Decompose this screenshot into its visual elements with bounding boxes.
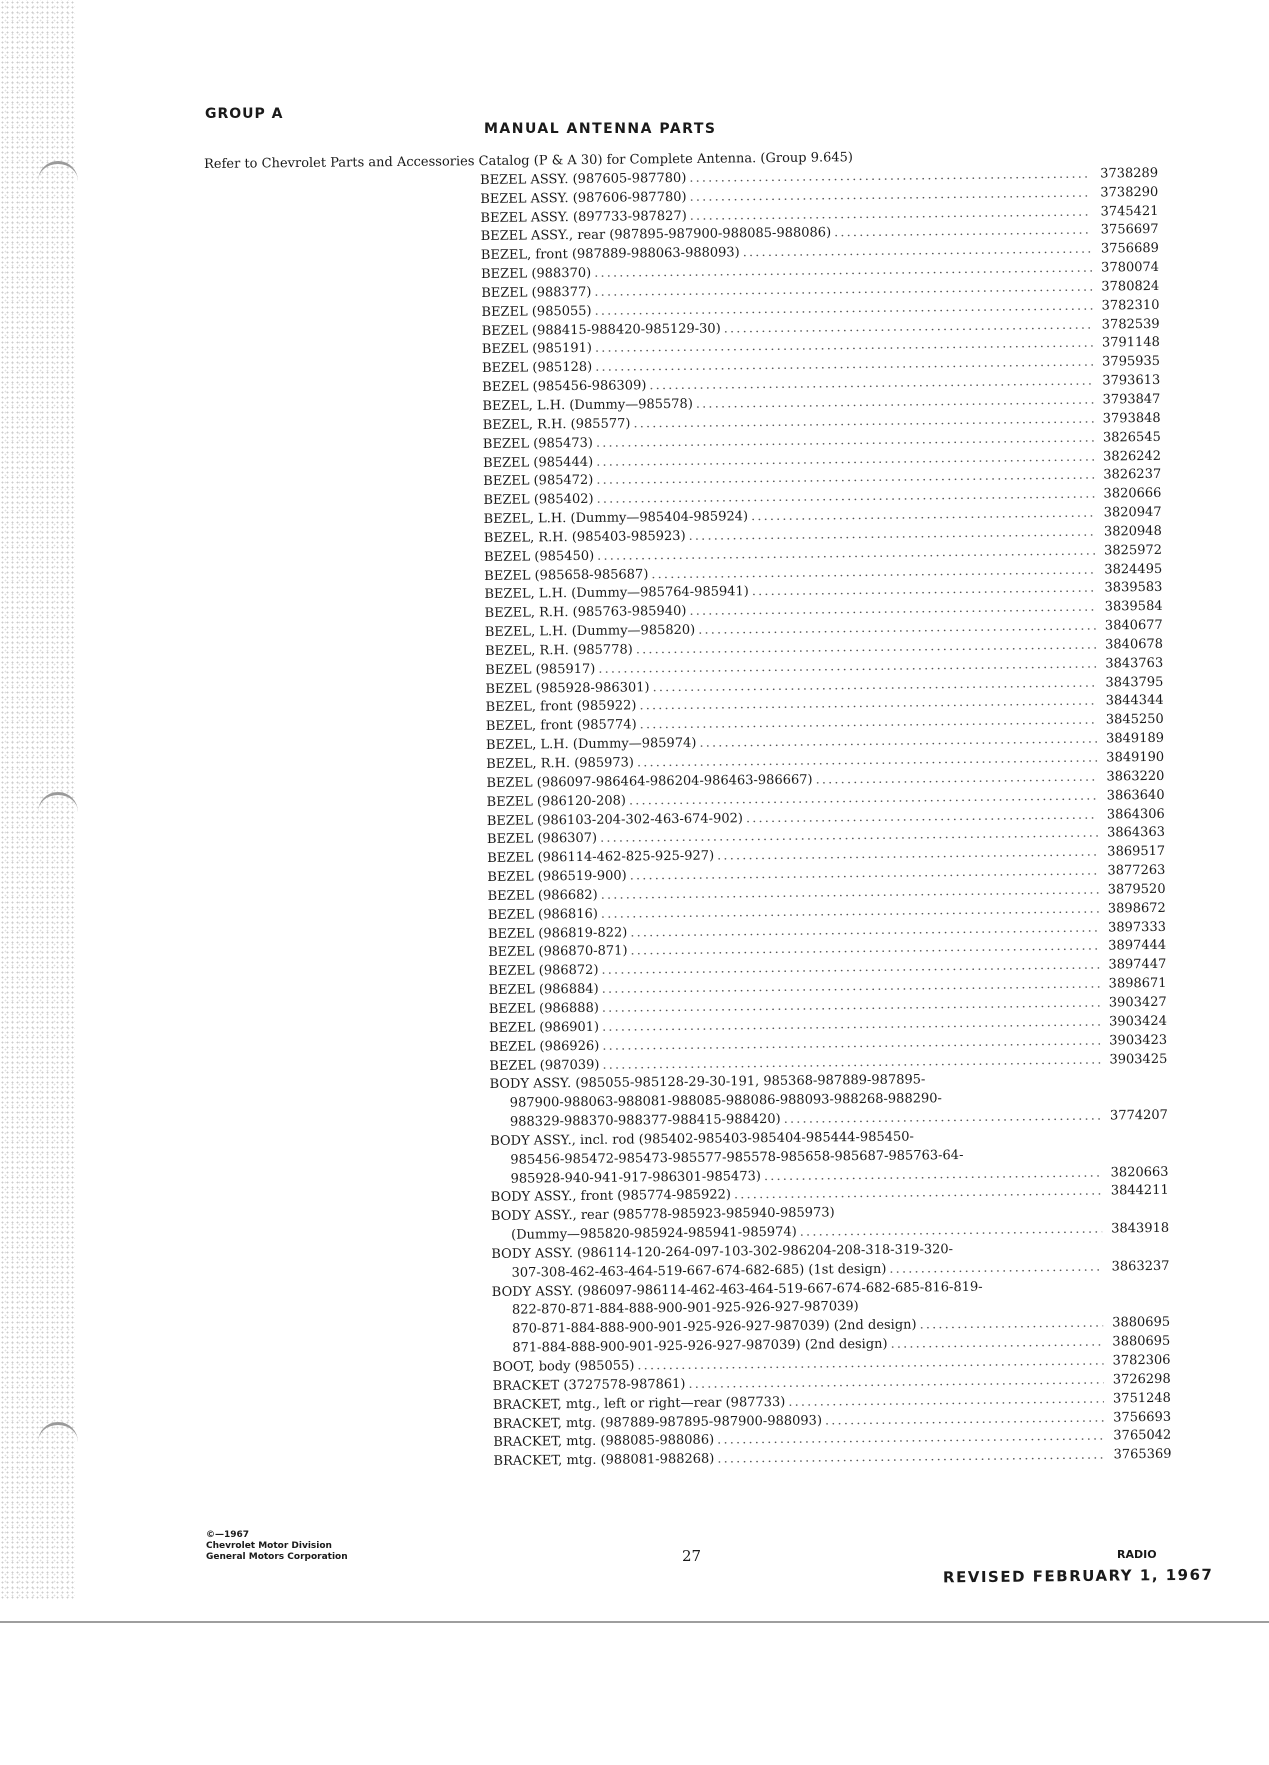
leader-dots bbox=[889, 1258, 1102, 1278]
part-description: BEZEL, front (985922) bbox=[485, 698, 637, 716]
part-description: BEZEL (986519-900) bbox=[487, 868, 627, 886]
part-description: BODY ASSY., front (985774-985922) bbox=[490, 1187, 732, 1206]
part-number: 3863237 bbox=[1111, 1258, 1170, 1275]
part-description: BEZEL, front (987889-988063-988093) bbox=[480, 245, 740, 264]
part-number: 3782310 bbox=[1101, 297, 1160, 314]
part-description: 987900-988063-988081-988085-988086-988093-988268-988290- bbox=[509, 1091, 942, 1111]
part-number: 3877263 bbox=[1107, 862, 1166, 879]
part-number: 3897333 bbox=[1107, 919, 1167, 936]
part-number: 3782306 bbox=[1112, 1352, 1171, 1369]
part-number: 3898672 bbox=[1107, 900, 1166, 917]
part-description: BEZEL (986901) bbox=[488, 1019, 600, 1036]
leader-dots bbox=[784, 1108, 1101, 1129]
part-description: BEZEL (986682) bbox=[487, 887, 598, 904]
leader-dots bbox=[919, 1315, 1103, 1335]
part-number: 3897444 bbox=[1108, 938, 1167, 954]
part-description: BEZEL, L.H. (Dummy—985764-985941) bbox=[484, 584, 749, 603]
page-number: 27 bbox=[682, 1547, 702, 1565]
part-description: 870-871-884-888-900-901-925-926-927-987039) (2nd design) bbox=[512, 1317, 917, 1338]
part-number: 3903424 bbox=[1108, 1013, 1168, 1030]
part-description: BEZEL (986872) bbox=[488, 963, 599, 980]
part-number: 3839583 bbox=[1104, 580, 1163, 596]
part-description: BEZEL (986120-208) bbox=[486, 793, 626, 810]
corporation-name: General Motors Corporation bbox=[206, 1552, 348, 1562]
part-description: BEZEL (985444) bbox=[482, 454, 594, 471]
part-description: BEZEL, R.H. (985973) bbox=[486, 755, 635, 772]
part-description: BEZEL, R.H. (985403-985923) bbox=[483, 528, 686, 546]
bottom-rule bbox=[0, 1621, 1269, 1623]
group-label: GROUP A bbox=[205, 106, 284, 122]
copyright: ©—1967 bbox=[206, 1530, 250, 1540]
part-number: 3863220 bbox=[1106, 768, 1165, 785]
part-number: 3839584 bbox=[1104, 599, 1163, 615]
part-description: BEZEL, front (985774) bbox=[485, 717, 637, 735]
part-number: 3864306 bbox=[1106, 806, 1165, 823]
part-number: 3791148 bbox=[1101, 335, 1160, 351]
part-number: 3844344 bbox=[1105, 693, 1164, 709]
part-description: 822-870-871-884-888-900-901-925-926-927-987039) bbox=[511, 1299, 859, 1319]
section-label: RADIO bbox=[1117, 1548, 1157, 1561]
leader-dots bbox=[764, 1164, 1102, 1186]
part-number: 3903423 bbox=[1109, 1032, 1168, 1049]
leader-dots bbox=[890, 1334, 1103, 1354]
leader-dots bbox=[825, 1409, 1104, 1430]
part-description: 985456-985472-985473-985577-985578-985658-985687-985763-64- bbox=[510, 1147, 964, 1168]
leader-dots bbox=[788, 1390, 1104, 1411]
part-description: BEZEL (986307) bbox=[486, 831, 598, 848]
part-description: BRACKET, mtg. (987889-987895-987900-988093) bbox=[493, 1413, 823, 1432]
part-number: 3840678 bbox=[1105, 636, 1164, 653]
part-number: 3880695 bbox=[1112, 1333, 1171, 1350]
part-number: 3826237 bbox=[1103, 467, 1162, 483]
part-number: 3844211 bbox=[1110, 1183, 1169, 1199]
part-number: 3793847 bbox=[1102, 391, 1161, 408]
part-description: BRACKET, mtg., left or right—rear (987733) bbox=[492, 1394, 786, 1413]
part-number: 3849189 bbox=[1105, 731, 1165, 747]
part-description: 307-308-462-463-464-519-667-674-682-685) (1st design) bbox=[511, 1261, 887, 1281]
part-number: 3863640 bbox=[1106, 787, 1165, 804]
leader-dots bbox=[834, 222, 1092, 243]
part-number: 3726298 bbox=[1112, 1371, 1171, 1388]
part-description: BEZEL (988415-988420-985129-30) bbox=[481, 321, 721, 339]
leader-dots bbox=[752, 580, 1096, 602]
part-number: 3880695 bbox=[1112, 1315, 1171, 1331]
part-description: 985928-940-941-917-986301-985473) bbox=[510, 1168, 761, 1187]
publisher-block bbox=[206, 1530, 348, 1563]
part-description: BEZEL (986888) bbox=[488, 1000, 599, 1017]
part-description: BODY ASSY. (986097-986114-462-463-464-519-667-674-682-685-816-819- bbox=[491, 1279, 983, 1300]
part-description: BEZEL (988377) bbox=[481, 284, 592, 301]
part-description: BEZEL, R.H. (985577) bbox=[482, 416, 631, 433]
leader-dots bbox=[751, 505, 1095, 527]
part-number: 3840677 bbox=[1104, 617, 1163, 634]
part-description: BEZEL (986884) bbox=[488, 981, 599, 999]
part-description: BEZEL (985917) bbox=[485, 661, 596, 678]
part-number: 3782539 bbox=[1101, 316, 1160, 333]
part-number: 3738290 bbox=[1100, 184, 1159, 201]
part-number: 3795935 bbox=[1102, 354, 1161, 370]
part-description: BEZEL (985473) bbox=[482, 435, 594, 452]
page-title: MANUAL ANTENNA PARTS bbox=[484, 121, 717, 137]
part-description: BEZEL, L.H. (Dummy—985404-985924) bbox=[483, 509, 749, 528]
part-description: BODY ASSY. (986114-120-264-097-103-302-986204-208-318-319-320- bbox=[491, 1242, 954, 1262]
part-number: 3903425 bbox=[1109, 1051, 1168, 1067]
part-number: 3745421 bbox=[1100, 203, 1159, 220]
part-description: BEZEL (985456-986309) bbox=[482, 378, 647, 396]
part-description: BEZEL (986097-986464-986204-986463-986667) bbox=[486, 772, 813, 791]
part-number: 3897447 bbox=[1108, 957, 1167, 973]
part-number: 3820663 bbox=[1110, 1164, 1169, 1181]
part-number: 3820948 bbox=[1103, 523, 1162, 540]
leader-dots bbox=[800, 1221, 1103, 1242]
part-number: 3849190 bbox=[1106, 749, 1165, 766]
part-description: BEZEL ASSY. (897733-987827) bbox=[480, 208, 687, 226]
part-number: 3780074 bbox=[1101, 259, 1160, 276]
part-number: 3843795 bbox=[1105, 674, 1164, 691]
part-description: BEZEL ASSY. (987605-987780) bbox=[480, 170, 687, 188]
part-description: BEZEL ASSY. (987606-987780) bbox=[480, 189, 687, 207]
part-description: BEZEL (985055) bbox=[481, 303, 592, 320]
part-number: 3826545 bbox=[1102, 429, 1161, 446]
leader-dots bbox=[815, 768, 1097, 789]
part-number: 3898671 bbox=[1108, 975, 1167, 992]
division-name: Chevrolet Motor Division bbox=[206, 1541, 332, 1551]
part-description: BEZEL, L.H. (Dummy—985820) bbox=[484, 622, 696, 641]
part-number: 3774207 bbox=[1109, 1107, 1169, 1124]
part-number: 3845250 bbox=[1105, 712, 1164, 728]
part-number: 3824495 bbox=[1104, 561, 1163, 578]
part-description: BEZEL, R.H. (985763-985940) bbox=[484, 604, 687, 622]
part-description: BEZEL (986114-462-825-925-927) bbox=[487, 848, 715, 867]
part-number: 3826242 bbox=[1103, 448, 1162, 464]
part-description: BEZEL ASSY., rear (987895-987900-988085-988086) bbox=[480, 225, 832, 245]
part-number: 3820947 bbox=[1103, 504, 1162, 521]
part-description: 988329-988370-988377-988415-988420) bbox=[509, 1111, 781, 1130]
part-number: 3903427 bbox=[1108, 994, 1167, 1011]
part-description: BRACKET (3727578-987861) bbox=[492, 1376, 686, 1394]
part-description: BEZEL (987039) bbox=[489, 1057, 600, 1074]
part-number: 3756697 bbox=[1100, 222, 1159, 238]
intro-text: Refer to Chevrolet Parts and Accessories Catalog (P & A 30) for Complete Antenna. (Group 9.645) bbox=[204, 150, 854, 172]
part-number: 3843763 bbox=[1105, 655, 1164, 672]
leader-dots bbox=[717, 1447, 1104, 1469]
part-description: BEZEL (985191) bbox=[481, 341, 593, 358]
part-number: 3756693 bbox=[1113, 1409, 1172, 1425]
part-description: BEZEL (985928-986301) bbox=[485, 679, 650, 697]
leader-dots bbox=[734, 1183, 1102, 1205]
part-number: 3869517 bbox=[1107, 844, 1166, 860]
part-description: BEZEL, R.H. (985778) bbox=[484, 642, 633, 659]
part-number: 3820666 bbox=[1103, 486, 1162, 502]
part-number: 3793613 bbox=[1102, 373, 1161, 389]
part-description: BEZEL (986926) bbox=[489, 1038, 600, 1055]
part-description: BEZEL (988370) bbox=[481, 265, 592, 283]
part-description: BEZEL (985402) bbox=[483, 492, 594, 509]
parts-list bbox=[480, 164, 1172, 1471]
part-description: BEZEL (985472) bbox=[483, 473, 594, 490]
part-number: 3825972 bbox=[1104, 542, 1163, 559]
part-number: 3751248 bbox=[1112, 1390, 1171, 1407]
part-description: (Dummy—985820-985924-985941-985974) bbox=[511, 1224, 797, 1243]
revision-date: REVISED FEBRUARY 1, 1967 bbox=[942, 1565, 1214, 1587]
part-description: BEZEL (985450) bbox=[483, 548, 595, 565]
part-number: 3780824 bbox=[1101, 278, 1160, 295]
part-description: BOOT, body (985055) bbox=[492, 1358, 635, 1375]
part-description: BRACKET, mtg. (988085-988086) bbox=[493, 1432, 715, 1451]
part-description: BRACKET, mtg. (988081-988268) bbox=[493, 1451, 715, 1470]
part-description: BEZEL (986819-822) bbox=[487, 925, 628, 942]
part-description: BEZEL (986816) bbox=[487, 906, 598, 923]
part-number: 3765369 bbox=[1113, 1447, 1172, 1463]
part-number: 3864363 bbox=[1106, 825, 1166, 841]
part-description: BODY ASSY. (985055-985128-29-30-191, 985368-987889-987895- bbox=[489, 1072, 926, 1093]
part-description: BEZEL (985128) bbox=[481, 360, 593, 377]
part-description: BEZEL (985658-985687) bbox=[484, 566, 649, 584]
part-number: 3879520 bbox=[1107, 881, 1166, 898]
part-description: BODY ASSY., incl. rod (985402-985403-985404-985444-985450- bbox=[490, 1129, 914, 1149]
part-description: BEZEL (986103-204-302-463-674-902) bbox=[486, 810, 744, 829]
part-description: BEZEL (986870-871) bbox=[488, 943, 628, 961]
part-description: BODY ASSY., rear (985778-985923-985940-985973) bbox=[490, 1205, 835, 1225]
part-number: 3843918 bbox=[1111, 1220, 1170, 1237]
part-number: 3738289 bbox=[1100, 165, 1159, 182]
part-number: 3756689 bbox=[1100, 241, 1159, 257]
part-description: 871-884-888-900-901-925-926-927-987039) (2nd design) bbox=[512, 1336, 888, 1356]
part-number: 3765042 bbox=[1113, 1428, 1172, 1444]
part-description: BEZEL, L.H. (Dummy—985578) bbox=[482, 396, 693, 414]
part-number: 3793848 bbox=[1102, 410, 1161, 427]
part-description: BEZEL, L.H. (Dummy—985974) bbox=[485, 735, 697, 754]
